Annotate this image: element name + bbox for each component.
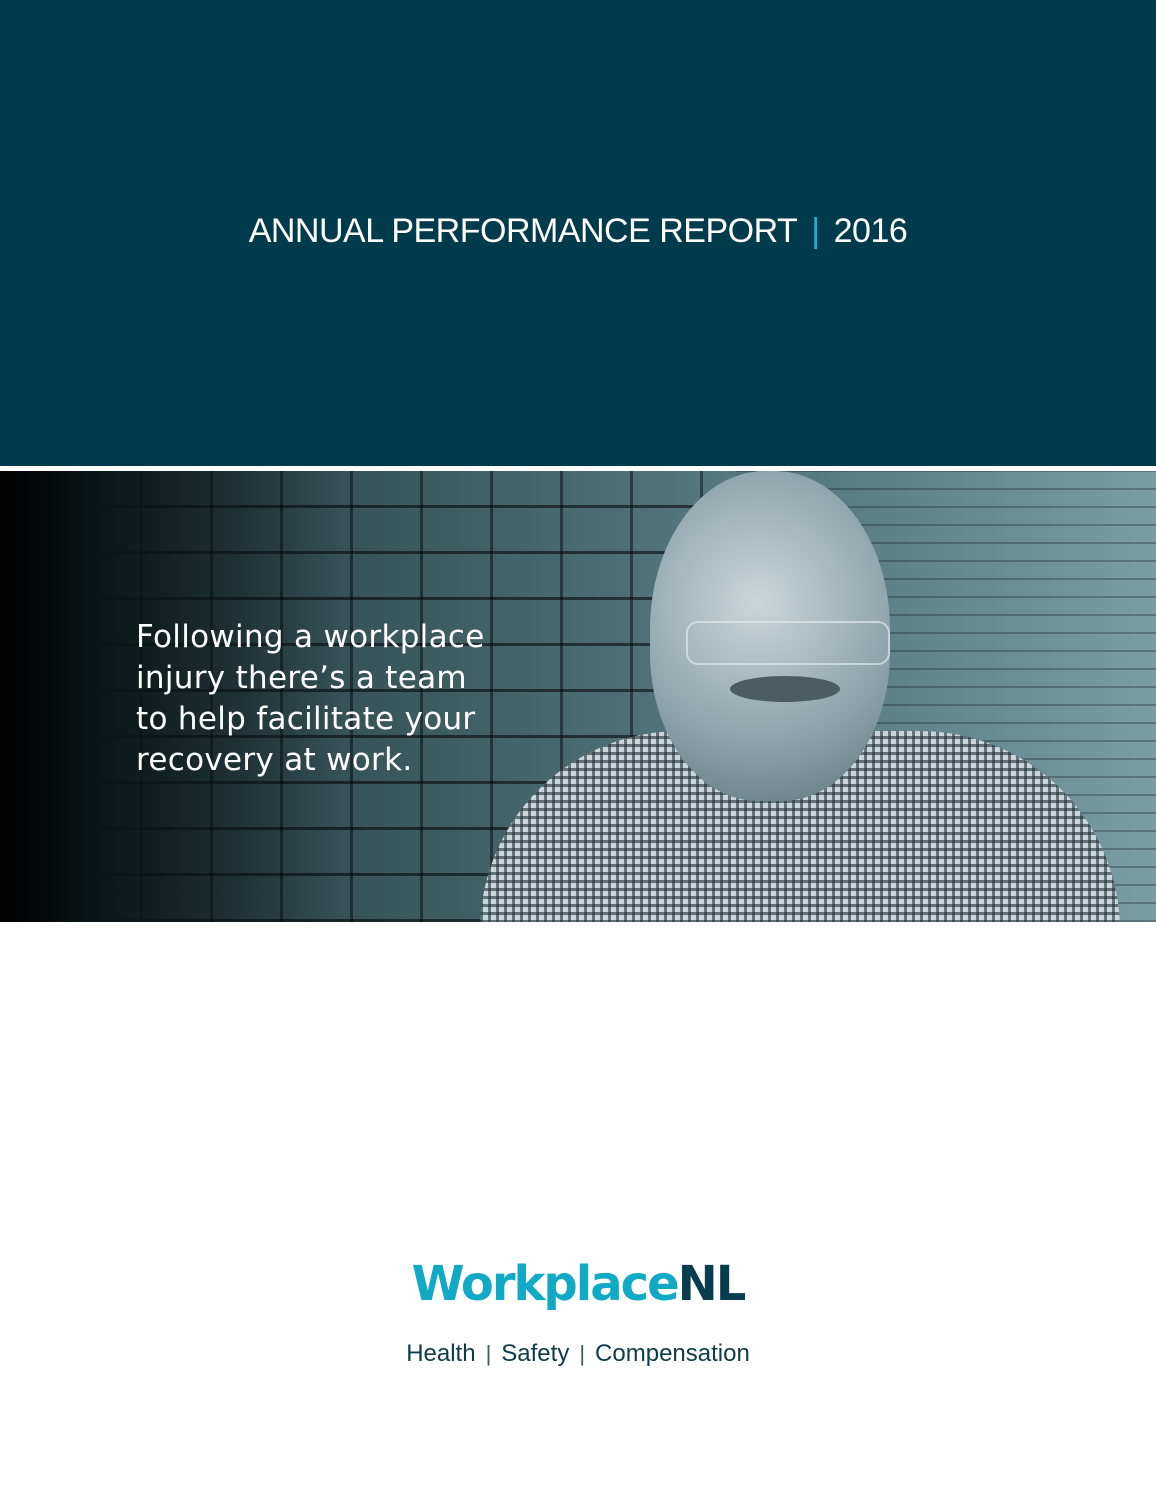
moustache xyxy=(730,676,840,702)
tagline-separator: | xyxy=(579,1341,586,1366)
title-text: ANNUAL PERFORMANCE REPORT xyxy=(248,212,798,250)
tagline-safety: Safety xyxy=(501,1340,570,1367)
tagline xyxy=(0,1340,1156,1368)
report-title xyxy=(0,212,1156,251)
tagline-compensation: Compensation xyxy=(595,1340,750,1367)
quote-line: to help facilitate your xyxy=(136,701,476,737)
tagline-separator: | xyxy=(485,1341,492,1366)
tagline-health: Health xyxy=(406,1340,476,1367)
cover-quote xyxy=(136,617,485,781)
workplacenl-logo xyxy=(0,1256,1156,1312)
logo-nl: NL xyxy=(677,1256,745,1312)
title-separator: | xyxy=(811,212,820,250)
header-band xyxy=(0,0,1156,466)
quote-line: Following a workplace xyxy=(136,619,485,655)
quote-line: recovery at work. xyxy=(136,742,413,778)
glasses xyxy=(686,621,890,665)
cover-photo xyxy=(0,471,1156,922)
logo-workplace: Workplace xyxy=(411,1256,678,1312)
quote-line: injury there’s a team xyxy=(136,660,467,696)
report-year: 2016 xyxy=(833,212,908,250)
